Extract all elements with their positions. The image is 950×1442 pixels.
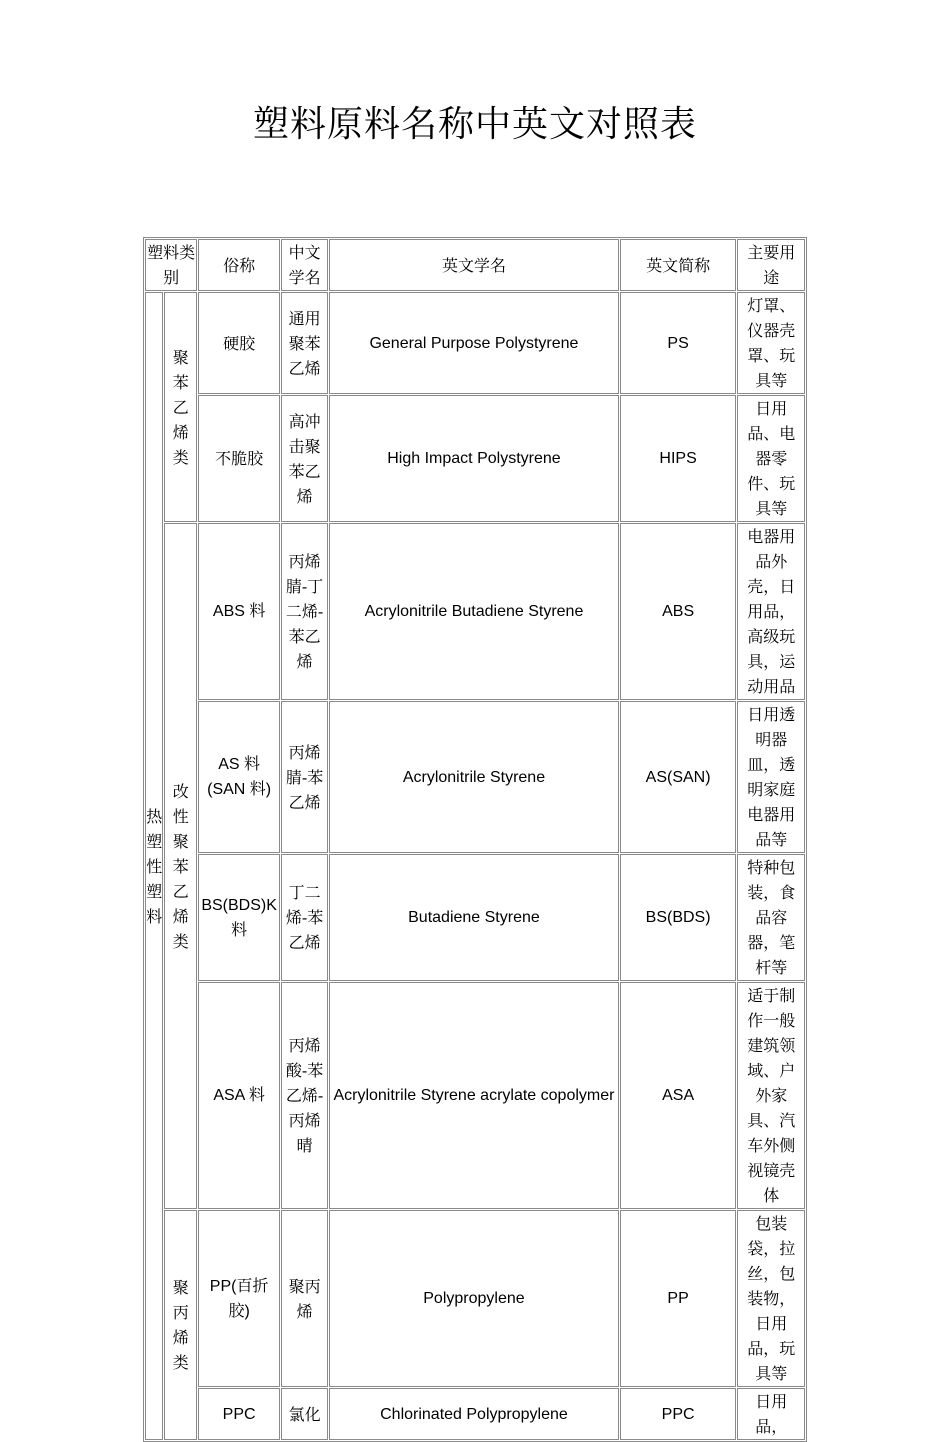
- header-main-use: 主要用途: [737, 239, 805, 291]
- group-polypropylene: 聚丙烯类: [164, 1210, 197, 1440]
- cell-use: 适于制作一般建筑领域、户外家具、汽车外侧视镜壳体: [737, 982, 805, 1209]
- group-polystyrene: 聚苯乙烯类: [164, 292, 197, 522]
- cell-chinese: 丙烯腈-丁二烯-苯乙烯: [281, 523, 328, 700]
- document-title: 塑料原料名称中英文对照表: [252, 104, 697, 145]
- table-row: [145, 395, 805, 522]
- cell-chinese: 丁二烯-苯乙烯: [281, 854, 328, 981]
- table-row: [145, 982, 805, 1209]
- cell-english: Acrylonitrile Styrene: [329, 701, 619, 853]
- cell-chinese: 高冲击聚苯乙烯: [281, 395, 328, 522]
- cell-english: General Purpose Polystyrene: [329, 292, 619, 394]
- cell-use: 包装袋，拉丝，包装物，日用品，玩具等: [737, 1210, 805, 1387]
- cell-abbr: BS(BDS): [620, 854, 737, 981]
- cell-use: 日用透明器皿，透明家庭电器用品等: [737, 701, 805, 853]
- cell-english: Butadiene Styrene: [329, 854, 619, 981]
- cell-chinese: 聚丙烯: [281, 1210, 328, 1387]
- header-common-name: 俗称: [198, 239, 280, 291]
- cell-abbr: HIPS: [620, 395, 737, 522]
- cell-english: Acrylonitrile Butadiene Styrene: [329, 523, 619, 700]
- cell-abbr: ASA: [620, 982, 737, 1209]
- table-row: [145, 523, 805, 700]
- table-row: [145, 854, 805, 981]
- cell-use: 特种包装，食品容器，笔杆等: [737, 854, 805, 981]
- cell-english: Acrylonitrile Styrene acrylate copolymer: [329, 982, 619, 1209]
- cell-english: Polypropylene: [329, 1210, 619, 1387]
- header-row: [145, 239, 805, 291]
- cell-abbr: PS: [620, 292, 737, 394]
- header-english-name: 英文学名: [329, 239, 619, 291]
- plastics-table: [143, 237, 807, 1442]
- cell-chinese: 氯化: [281, 1388, 328, 1440]
- table-row: [145, 1210, 805, 1387]
- cell-english: High Impact Polystyrene: [329, 395, 619, 522]
- cell-use: 灯罩、仪器壳罩、玩具等: [737, 292, 805, 394]
- cell-use: 日用品、电器零件、玩具等: [737, 395, 805, 522]
- cell-use: 日用品，: [737, 1388, 805, 1440]
- cell-common: ABS 料: [198, 523, 280, 700]
- group-modified-polystyrene: 改性聚苯乙烯类: [164, 523, 197, 1209]
- cell-abbr: ABS: [620, 523, 737, 700]
- cell-chinese: 通用聚苯乙烯: [281, 292, 328, 394]
- cell-abbr: PP: [620, 1210, 737, 1387]
- cell-common: 不脆胶: [198, 395, 280, 522]
- table-row: [145, 292, 805, 394]
- table-row: [145, 1388, 805, 1440]
- cell-chinese: 丙烯腈-苯乙烯: [281, 701, 328, 853]
- cell-use: 电器用品外壳，日用品，高级玩具，运动用品: [737, 523, 805, 700]
- cell-common: ASA 料: [198, 982, 280, 1209]
- cell-abbr: AS(SAN): [620, 701, 737, 853]
- cell-chinese: 丙烯酸-苯乙烯-丙烯晴: [281, 982, 328, 1209]
- cell-common: BS(BDS)K 料: [198, 854, 280, 981]
- cell-english: Chlorinated Polypropylene: [329, 1388, 619, 1440]
- cell-common: PPC: [198, 1388, 280, 1440]
- cell-common: PP(百折胶): [198, 1210, 280, 1387]
- cell-common: 硬胶: [198, 292, 280, 394]
- header-category: 塑料类别: [145, 239, 197, 291]
- table-row: [145, 701, 805, 853]
- group-thermoplastic: 热塑性塑料: [145, 292, 163, 1440]
- header-chinese-name: 中文学名: [281, 239, 328, 291]
- header-abbreviation: 英文简称: [620, 239, 737, 291]
- cell-common: AS 料(SAN 料): [198, 701, 280, 853]
- cell-abbr: PPC: [620, 1388, 737, 1440]
